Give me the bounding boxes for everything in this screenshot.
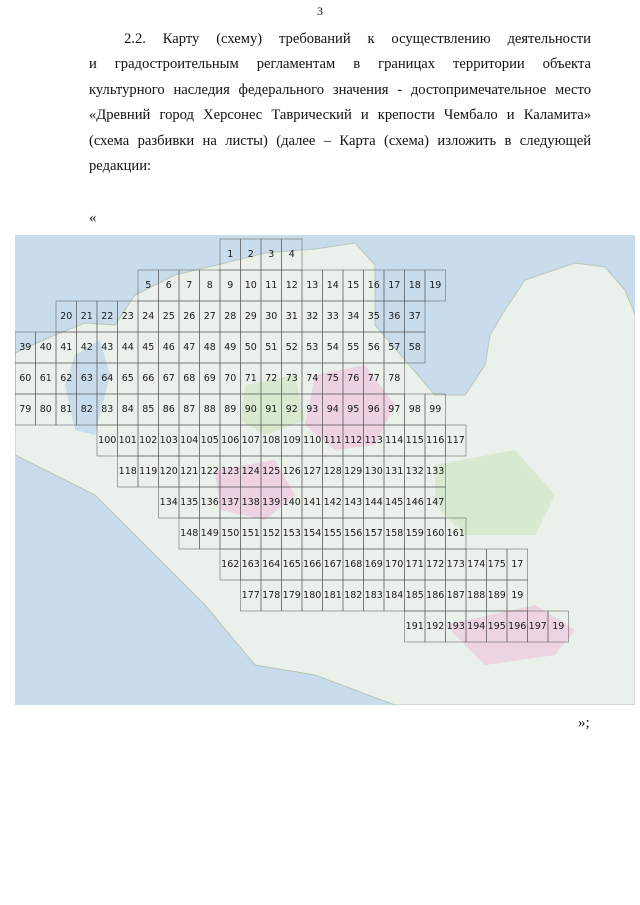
map-sheet-label: 172 [426, 559, 445, 570]
map-sheet-label: 49 [224, 342, 237, 353]
map-sheet-label: 13 [306, 280, 319, 291]
paragraph-line: редакции: [89, 158, 152, 175]
map-sheet-label: 25 [162, 311, 175, 322]
map-sheet-label: 82 [80, 404, 93, 415]
amendment-paragraph [89, 27, 591, 179]
map-sheet-label: 148 [180, 528, 199, 539]
map-sheet-label: 41 [60, 342, 73, 353]
map-sheet-label: 101 [118, 435, 137, 446]
map-sheet-label: 80 [39, 404, 52, 415]
map-sheet-label: 182 [344, 590, 363, 601]
map-sheet-label: 103 [159, 435, 178, 446]
map-sheet-label: 17 [511, 559, 524, 570]
map-sheet-label: 108 [262, 435, 281, 446]
map-sheet-label: 145 [385, 497, 404, 508]
map-sheet-label: 131 [385, 466, 404, 477]
map-sheet-label: 65 [121, 373, 134, 384]
map-sheet-label: 62 [60, 373, 73, 384]
map-sheet-label: 146 [405, 497, 424, 508]
map-sheet-label: 95 [347, 404, 360, 415]
map-sheet-label: 118 [118, 466, 137, 477]
map-sheet-label: 137 [221, 497, 240, 508]
map-sheet-label: 81 [60, 404, 73, 415]
map-sheet-label: 185 [405, 590, 424, 601]
map-sheet-label: 106 [221, 435, 240, 446]
map-sheet-label: 92 [285, 404, 298, 415]
map-sheet-label: 171 [405, 559, 424, 570]
map-sheet-label: 24 [142, 311, 155, 322]
map-sheet-label: 6 [165, 280, 172, 291]
map-sheet-label: 78 [388, 373, 401, 384]
map-sheet-label: 73 [285, 373, 298, 384]
map-sheet-label: 157 [364, 528, 383, 539]
map-sheet-label: 109 [282, 435, 301, 446]
map-sheet-label: 166 [303, 559, 322, 570]
map-sheet-label: 16 [367, 280, 380, 291]
map-sheet-label: 64 [101, 373, 114, 384]
map-sheet-label: 138 [241, 497, 260, 508]
map-sheet-label: 76 [347, 373, 360, 384]
map-sheet-label: 143 [344, 497, 363, 508]
map-sheet-label: 184 [385, 590, 404, 601]
paragraph-line: «Древний город Херсонес Таврический и крепости Чембало и Каламита» [89, 107, 591, 124]
map-sheet-label: 102 [139, 435, 158, 446]
map-sheet-label: 91 [265, 404, 278, 415]
map-sheet-label: 194 [467, 621, 486, 632]
map-sheet-label: 163 [241, 559, 260, 570]
map-sheet-label: 85 [142, 404, 155, 415]
map-sheet-label: 121 [180, 466, 199, 477]
map-sheet-label: 34 [347, 311, 360, 322]
map-sheet-label: 123 [221, 466, 240, 477]
map-sheet-label: 125 [262, 466, 281, 477]
map-sheet-label: 179 [282, 590, 301, 601]
map-sheet-label: 39 [19, 342, 32, 353]
map-sheet-label: 195 [487, 621, 506, 632]
map-sheet-label: 167 [323, 559, 342, 570]
map-sheet-label: 144 [364, 497, 383, 508]
map-sheet-label: 183 [364, 590, 383, 601]
map-sheet-label: 104 [180, 435, 199, 446]
map-sheet-label: 178 [262, 590, 281, 601]
map-sheet-label: 180 [303, 590, 322, 601]
map-sheet-label: 18 [408, 280, 421, 291]
map-sheet-label: 60 [19, 373, 32, 384]
map-sheet-label: 170 [385, 559, 404, 570]
map-sheet-label: 193 [446, 621, 465, 632]
map-sheet-label: 192 [426, 621, 445, 632]
map-sheet-label: 120 [159, 466, 178, 477]
map-sheet-label: 43 [101, 342, 114, 353]
map-sheet-label: 46 [162, 342, 175, 353]
map-sheet-label: 74 [306, 373, 319, 384]
map-sheet-label: 161 [446, 528, 465, 539]
map-sheet-label: 159 [405, 528, 424, 539]
map-sheet-label: 68 [183, 373, 196, 384]
map-sheet-label: 181 [323, 590, 342, 601]
map-sheet-label: 4 [288, 249, 295, 260]
map-sheet-label: 94 [326, 404, 339, 415]
map-sheet-label: 153 [282, 528, 301, 539]
map-sheet-label: 36 [388, 311, 401, 322]
map-sheet-label: 26 [183, 311, 196, 322]
map-sheet-label: 47 [183, 342, 196, 353]
map-sheet-label: 116 [426, 435, 445, 446]
map-sheet-label: 186 [426, 590, 445, 601]
map-sheet-label: 98 [408, 404, 421, 415]
map-sheet-label: 188 [467, 590, 486, 601]
map-sheet-label: 174 [467, 559, 486, 570]
map-sheet-label: 28 [224, 311, 237, 322]
map-sheet-label: 107 [241, 435, 260, 446]
map-sheet-label: 35 [367, 311, 380, 322]
map-sheet-label: 97 [388, 404, 401, 415]
map-sheet-label: 149 [200, 528, 219, 539]
map-sheet-label: 37 [408, 311, 421, 322]
map-sheet-label: 21 [80, 311, 93, 322]
map-sheet-label: 48 [203, 342, 216, 353]
map-sheet-label: 132 [405, 466, 424, 477]
map-sheet-label: 57 [388, 342, 401, 353]
map-sheet-label: 61 [39, 373, 52, 384]
map-sheet-label: 14 [326, 280, 339, 291]
opening-quote: « [89, 210, 97, 226]
map-sheet-label: 134 [159, 497, 178, 508]
map-sheet-label: 162 [221, 559, 240, 570]
map-sheet-label: 93 [306, 404, 319, 415]
map-sheet-label: 126 [282, 466, 301, 477]
map-sheet-label: 87 [183, 404, 196, 415]
map-sheet-label: 75 [326, 373, 339, 384]
map-sheet-label: 66 [142, 373, 155, 384]
map-sheet-label: 45 [142, 342, 155, 353]
page-number: 3 [317, 4, 323, 18]
map-sheet-label: 114 [385, 435, 404, 446]
map-sheet-label: 56 [367, 342, 380, 353]
map-sheet-label: 135 [180, 497, 199, 508]
map-sheet-label: 89 [224, 404, 237, 415]
map-sheet-label: 140 [282, 497, 301, 508]
map-sheet-label: 196 [508, 621, 527, 632]
map-sheet-label: 22 [101, 311, 114, 322]
map-sheet-label: 168 [344, 559, 363, 570]
map-sheet-label: 111 [323, 435, 342, 446]
map-sheet-label: 83 [101, 404, 114, 415]
map-sheet-label: 58 [408, 342, 421, 353]
map-sheet-label: 19 [511, 590, 524, 601]
map-sheet-label: 9 [227, 280, 234, 291]
map-sheet-label: 55 [347, 342, 360, 353]
map-sheet-label: 100 [98, 435, 117, 446]
sheet-index-map [15, 235, 635, 705]
map-sheet-label: 139 [262, 497, 281, 508]
map-sheet-label: 122 [200, 466, 219, 477]
map-sheet-label: 42 [80, 342, 93, 353]
map-sheet-label: 110 [303, 435, 322, 446]
map-sheet-label: 19 [552, 621, 565, 632]
map-sheet-label: 112 [344, 435, 363, 446]
map-sheet-label: 44 [121, 342, 134, 353]
map-sheet-label: 169 [364, 559, 383, 570]
paragraph-line: культурного наследия федерального значения - достопримечательное место [89, 81, 591, 98]
map-sheet-label: 23 [121, 311, 134, 322]
map-sheet-label: 33 [326, 311, 339, 322]
map-sheet-label: 69 [203, 373, 216, 384]
map-sheet-label: 15 [347, 280, 360, 291]
map-sheet-label: 17 [388, 280, 401, 291]
map-sheet-label: 147 [426, 497, 445, 508]
map-sheet-label: 141 [303, 497, 322, 508]
map-sheet-label: 99 [429, 404, 442, 415]
map-sheet-label: 117 [446, 435, 465, 446]
map-svg [15, 235, 635, 705]
map-sheet-label: 156 [344, 528, 363, 539]
map-sheet-label: 136 [200, 497, 219, 508]
map-sheet-label: 1 [227, 249, 234, 260]
map-sheet-label: 53 [306, 342, 319, 353]
map-sheet-label: 77 [367, 373, 380, 384]
map-sheet-label: 8 [206, 280, 213, 291]
map-sheet-label: 113 [364, 435, 383, 446]
map-sheet-label: 2 [247, 249, 254, 260]
map-sheet-label: 5 [145, 280, 152, 291]
map-sheet-label: 71 [244, 373, 257, 384]
map-sheet-label: 7 [186, 280, 193, 291]
map-sheet-label: 189 [487, 590, 506, 601]
map-sheet-label: 11 [265, 280, 278, 291]
paragraph-line: (схема разбивки на листы) (далее – Карта (схема) изложить в следующей [89, 132, 591, 149]
map-sheet-label: 175 [487, 559, 506, 570]
map-sheet-label: 52 [285, 342, 298, 353]
map-sheet-label: 3 [268, 249, 275, 260]
paragraph-line: 2.2. Карту (схему) требований к осуществлению деятельности [124, 31, 591, 47]
map-sheet-label: 187 [446, 590, 465, 601]
map-sheet-label: 150 [221, 528, 240, 539]
map-sheet-label: 129 [344, 466, 363, 477]
map-sheet-label: 29 [244, 311, 257, 322]
map-sheet-label: 177 [241, 590, 260, 601]
map-sheet-label: 133 [426, 466, 445, 477]
map-sheet-label: 155 [323, 528, 342, 539]
map-sheet-label: 31 [285, 311, 298, 322]
map-sheet-label: 67 [162, 373, 175, 384]
map-sheet-label: 105 [200, 435, 219, 446]
map-sheet-label: 152 [262, 528, 281, 539]
map-sheet-label: 40 [39, 342, 52, 353]
map-sheet-label: 191 [405, 621, 424, 632]
map-sheet-label: 50 [244, 342, 257, 353]
map-sheet-label: 30 [265, 311, 278, 322]
map-sheet-label: 72 [265, 373, 278, 384]
map-sheet-label: 165 [282, 559, 301, 570]
map-sheet-label: 86 [162, 404, 175, 415]
map-sheet-label: 124 [241, 466, 260, 477]
map-sheet-label: 158 [385, 528, 404, 539]
map-sheet-label: 51 [265, 342, 278, 353]
map-sheet-label: 54 [326, 342, 339, 353]
map-sheet-label: 88 [203, 404, 216, 415]
map-sheet-label: 27 [203, 311, 216, 322]
closing-quote: »; [578, 715, 590, 731]
map-sheet-label: 197 [528, 621, 547, 632]
map-sheet-label: 151 [241, 528, 260, 539]
map-sheet-label: 160 [426, 528, 445, 539]
paragraph-line: и градостроительным регламентам в границах территории объекта [89, 56, 591, 73]
map-sheet-label: 10 [244, 280, 257, 291]
map-sheet-label: 32 [306, 311, 319, 322]
map-sheet-label: 154 [303, 528, 322, 539]
map-sheet-label: 20 [60, 311, 73, 322]
map-sheet-label: 12 [285, 280, 298, 291]
map-sheet-label: 79 [19, 404, 32, 415]
map-sheet-label: 115 [405, 435, 424, 446]
map-sheet-label: 19 [429, 280, 442, 291]
map-sheet-label: 119 [139, 466, 158, 477]
map-sheet-label: 84 [121, 404, 134, 415]
map-sheet-label: 164 [262, 559, 281, 570]
map-sheet-label: 127 [303, 466, 322, 477]
map-sheet-label: 130 [364, 466, 383, 477]
map-sheet-label: 90 [244, 404, 257, 415]
map-sheet-label: 128 [323, 466, 342, 477]
map-sheet-label: 142 [323, 497, 342, 508]
map-sheet-label: 70 [224, 373, 237, 384]
map-sheet-label: 96 [367, 404, 380, 415]
map-sheet-label: 173 [446, 559, 465, 570]
map-sheet-label: 63 [80, 373, 93, 384]
